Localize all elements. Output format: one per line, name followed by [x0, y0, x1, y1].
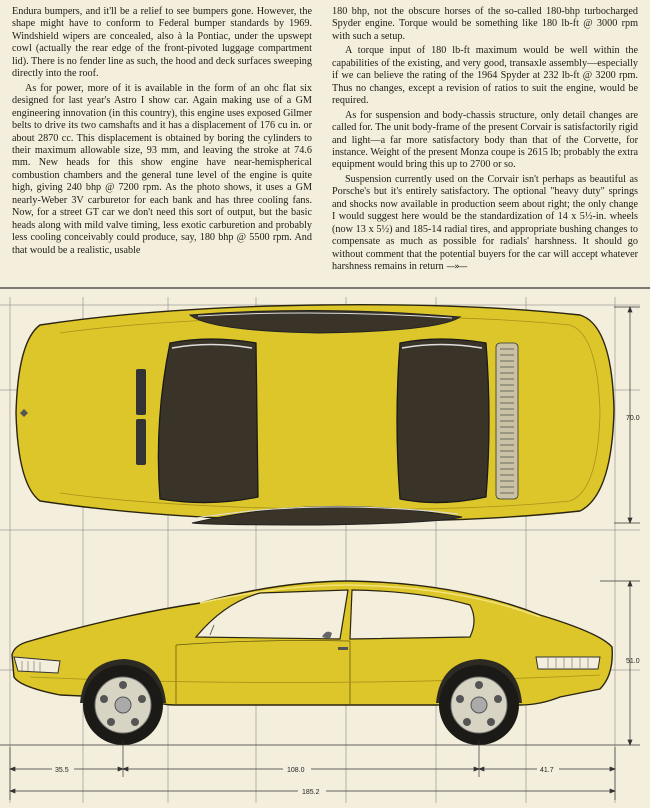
paragraph-text: Suspension currently used on the Corvair isn't perhaps as beautiful as Porsche's but it's entirely satisfactory. The optional "heavy duty" springs and shocks now available in production seem about right; the only change I would suggest here would be the standardization of 14 x 5½-in. wheels (now 13 x 5½) and 185-14 radial tires, and appropriate bushing changes to compensate as much as possible for radials' harshness. It should go without comment that the potential buyers for the car will accept whatever harshness remains in return	[332, 173, 638, 273]
blueprint-svg	[0, 285, 650, 803]
paragraph: As for power, more of it is available in the form of an ohc flat six designed for last year's Astro I show car. Again making use of a GM engineering innovation (in this country), this engine uses exposed Gilmer belts to drive its two camshafts and it has a displacement of 176 cu in. or about 2870 cc. This displacement is obtained by boring the cylinders to their maximum allowable size, 93 mm, and leaving the stroke at 74.6 mm. New heads for this show engine have near-hemispherical combustion chambers and the general tune level of the engine is quite high, giving 240 bhp @ 7200 rpm. As the photo shows, it uses a GM nearly-Weber 3V carburetor for each bank and has three cooling fans. Now, for a street GT car we don't need this sort of output, but the basic heads along with mild valve timing, less exotic carburetion and probably less cooling conceivably could produce, say, 180 bhp @ 5500 rpm. And that would be a realistic, usable	[12, 82, 312, 256]
right-column	[332, 6, 638, 274]
paragraph: 180 bhp, not the obscure horses of the so-called 180-bhp turbocharged Spyder engine. Torque would be something like 180 lb-ft @ 3000 rpm with such a setup.	[332, 6, 638, 42]
rear-overhang-dim-label: 41.7	[540, 767, 554, 774]
left-column	[12, 6, 312, 257]
paragraph: Endura bumpers, and it'll be a relief to see bumpers gone. However, the shape might have to conform to Federal bumper standards by 1969. Windshield wipers are concealed, also à la Pontiac, under the upswept cowl (actually the rear edge of the front-pivoted luggage compartment lid). There is no fender line as such, the hood and deck surfaces sweeping directly into the roof.	[12, 6, 312, 80]
height-dim-label: 51.0	[626, 658, 640, 665]
paragraph: A torque input of 180 lb-ft maximum would be well within the capabilities of the existing, and very good, transaxle assembly—especially if we can believe the rating of the 1964 Spyder at 232 lb-ft @ 3200 rpm. Thus no changes, except a revision of ratios to suit the engine, would be required.	[332, 45, 638, 107]
rear-wheel-icon	[439, 665, 519, 745]
paragraph: As for suspension and body-chassis structure, only detail changes are called for. The unit body-frame of the present Corvair is satisfactorily rigid and light—a far more satisfactory body than that of the Corvette, for instance. Weight of the present Monza coupe is 2615 lb; probably the extra equipment would bring this up to 2700 or so.	[332, 109, 638, 171]
front-overhang-dim-label: 35.5	[55, 767, 69, 774]
car-top-view	[16, 305, 614, 525]
overall-length-dim-label: 185.2	[302, 789, 320, 796]
front-wheel-icon	[83, 665, 163, 745]
continue-arrow-icon: —»—	[446, 262, 467, 273]
paragraph	[332, 174, 638, 274]
car-blueprint-drawing	[0, 285, 650, 803]
car-side-view	[0, 581, 640, 745]
width-dim-label: 70.0	[626, 415, 640, 422]
article-text	[0, 0, 650, 285]
wheelbase-dim-label: 108.0	[287, 767, 305, 774]
